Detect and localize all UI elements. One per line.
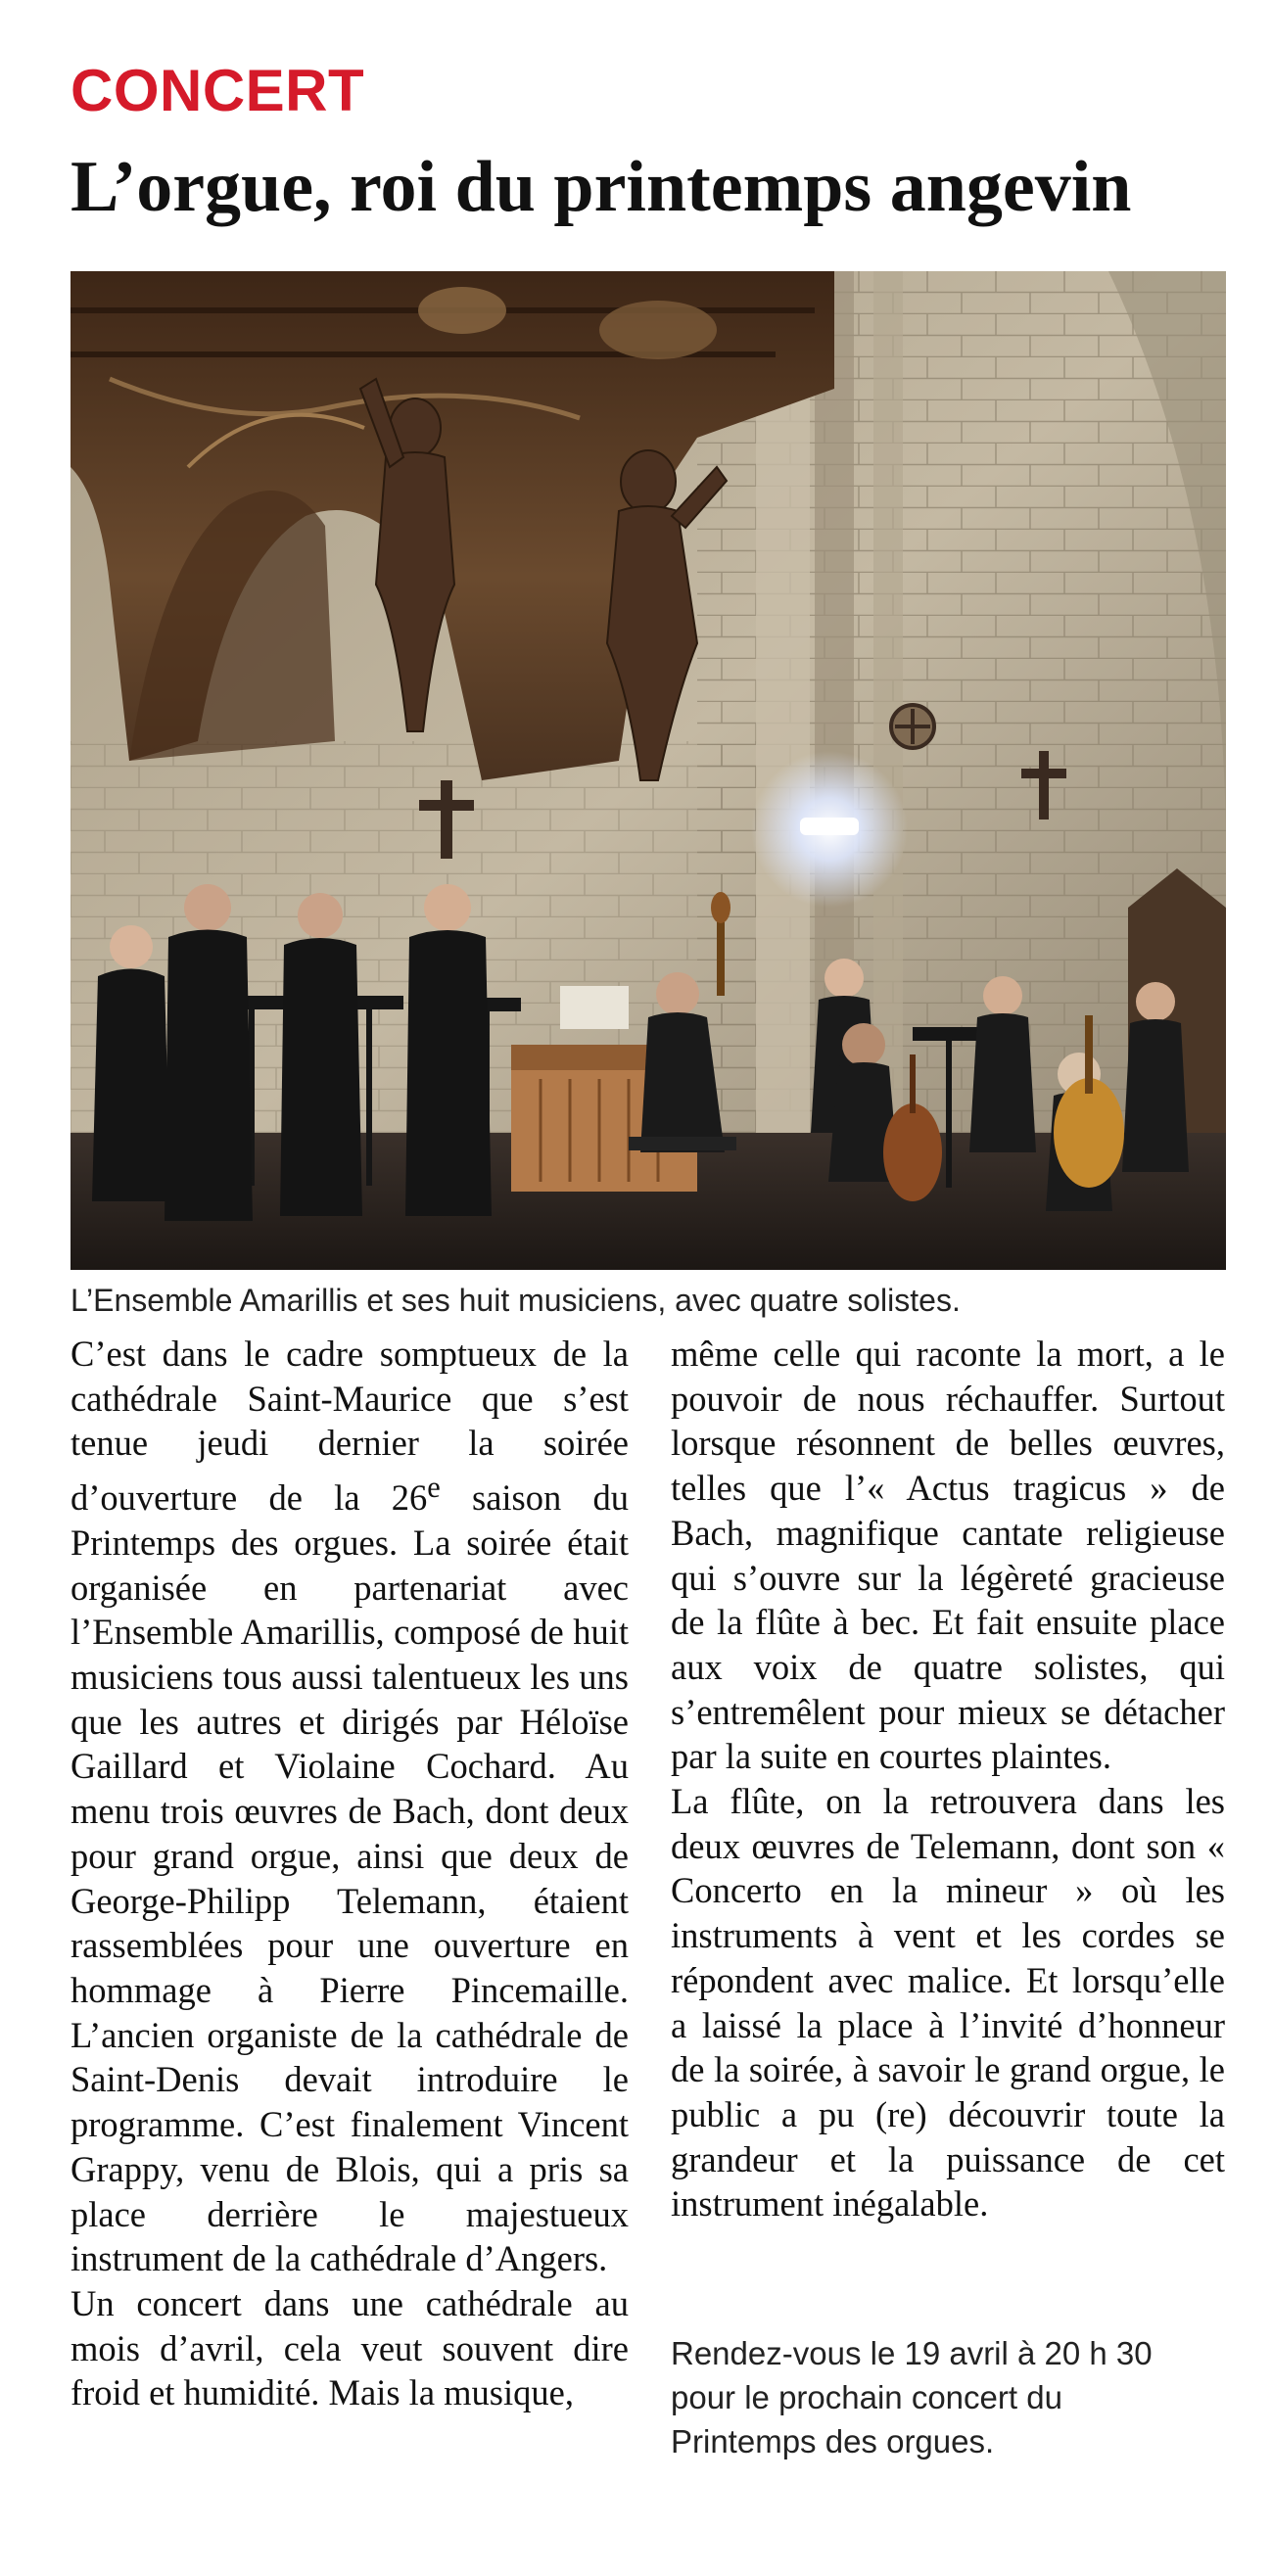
note-line: Rendez-vous le 19 avril à 20 h 30 — [671, 2335, 1153, 2371]
article-photo — [71, 271, 1226, 1270]
concert-photo-illustration — [71, 271, 1226, 1270]
paragraph: C’est dans le cadre somptueux de la cathédrale Saint-Maurice que s’est tenue jeudi dernier la soirée d’ouverture de la 26e saison du Printemps des orgues. La soirée était organisée en partenariat avec l’Ensemble Amarillis, composé de huit musiciens tous aussi talentueux les uns que les autres et dirigés par Héloïse Gaillard et Violaine Cochard. Au menu trois œuvres de Bach, dont deux pour grand orgue, ainsi que deux de George-Philipp Telemann, étaient rassemblées pour une ouverture en hommage à Pierre Pincemaille. L’ancien organiste de la cathédrale de Saint-Denis devait introduire le programme. C’est finalement Vincent Grappy, venu de Blois, qui a pris sa place derrière le majestueux instrument de la cathédrale d’Angers. — [71, 1334, 629, 2279]
article-body-column-2 — [671, 1332, 1225, 2226]
paragraph: La flûte, on la retrouvera dans les deux œuvres de Telemann, dont son « Concerto en la mineur » où les instruments à vent et les cordes se répondent avec malice. Et lorsqu’elle a laissé la place à l’invité d’honneur de la soirée, à savoir le grand orgue, le public a pu (re) découvrir toute la grandeur et la puissance de cet instrument inégalable. — [671, 1781, 1225, 2225]
paragraph: Un concert dans une cathédrale au mois d’avril, cela veut souvent dire froid et humidité. Mais la musique, — [71, 2282, 629, 2413]
section-kicker: CONCERT — [71, 58, 365, 123]
headline: L’orgue, roi du printemps angevin — [71, 147, 1132, 227]
photo-caption: L’Ensemble Amarillis et ses huit musiciens, avec quatre solistes. — [71, 1283, 961, 1318]
event-note — [671, 2331, 1225, 2463]
article-body-column-1 — [71, 1332, 629, 2415]
rosette-icon — [891, 705, 934, 748]
note-line: Printemps des orgues. — [671, 2423, 995, 2459]
paragraph: même celle qui raconte la mort, a le pouvoir de nous réchauffer. Surtout lorsque résonnent de belles œuvres, telles que l’« Actus tragicus » de Bach, magnifique cantate religieuse qui s’ouvre sur la légèreté gracieuse de la flûte à bec. Et fait ensuite place aux voix de quatre solistes, qui s’entremêlent pour mieux se détacher par la suite en courtes plaintes. — [671, 1334, 1225, 1777]
note-line: pour le prochain concert du — [671, 2379, 1062, 2415]
